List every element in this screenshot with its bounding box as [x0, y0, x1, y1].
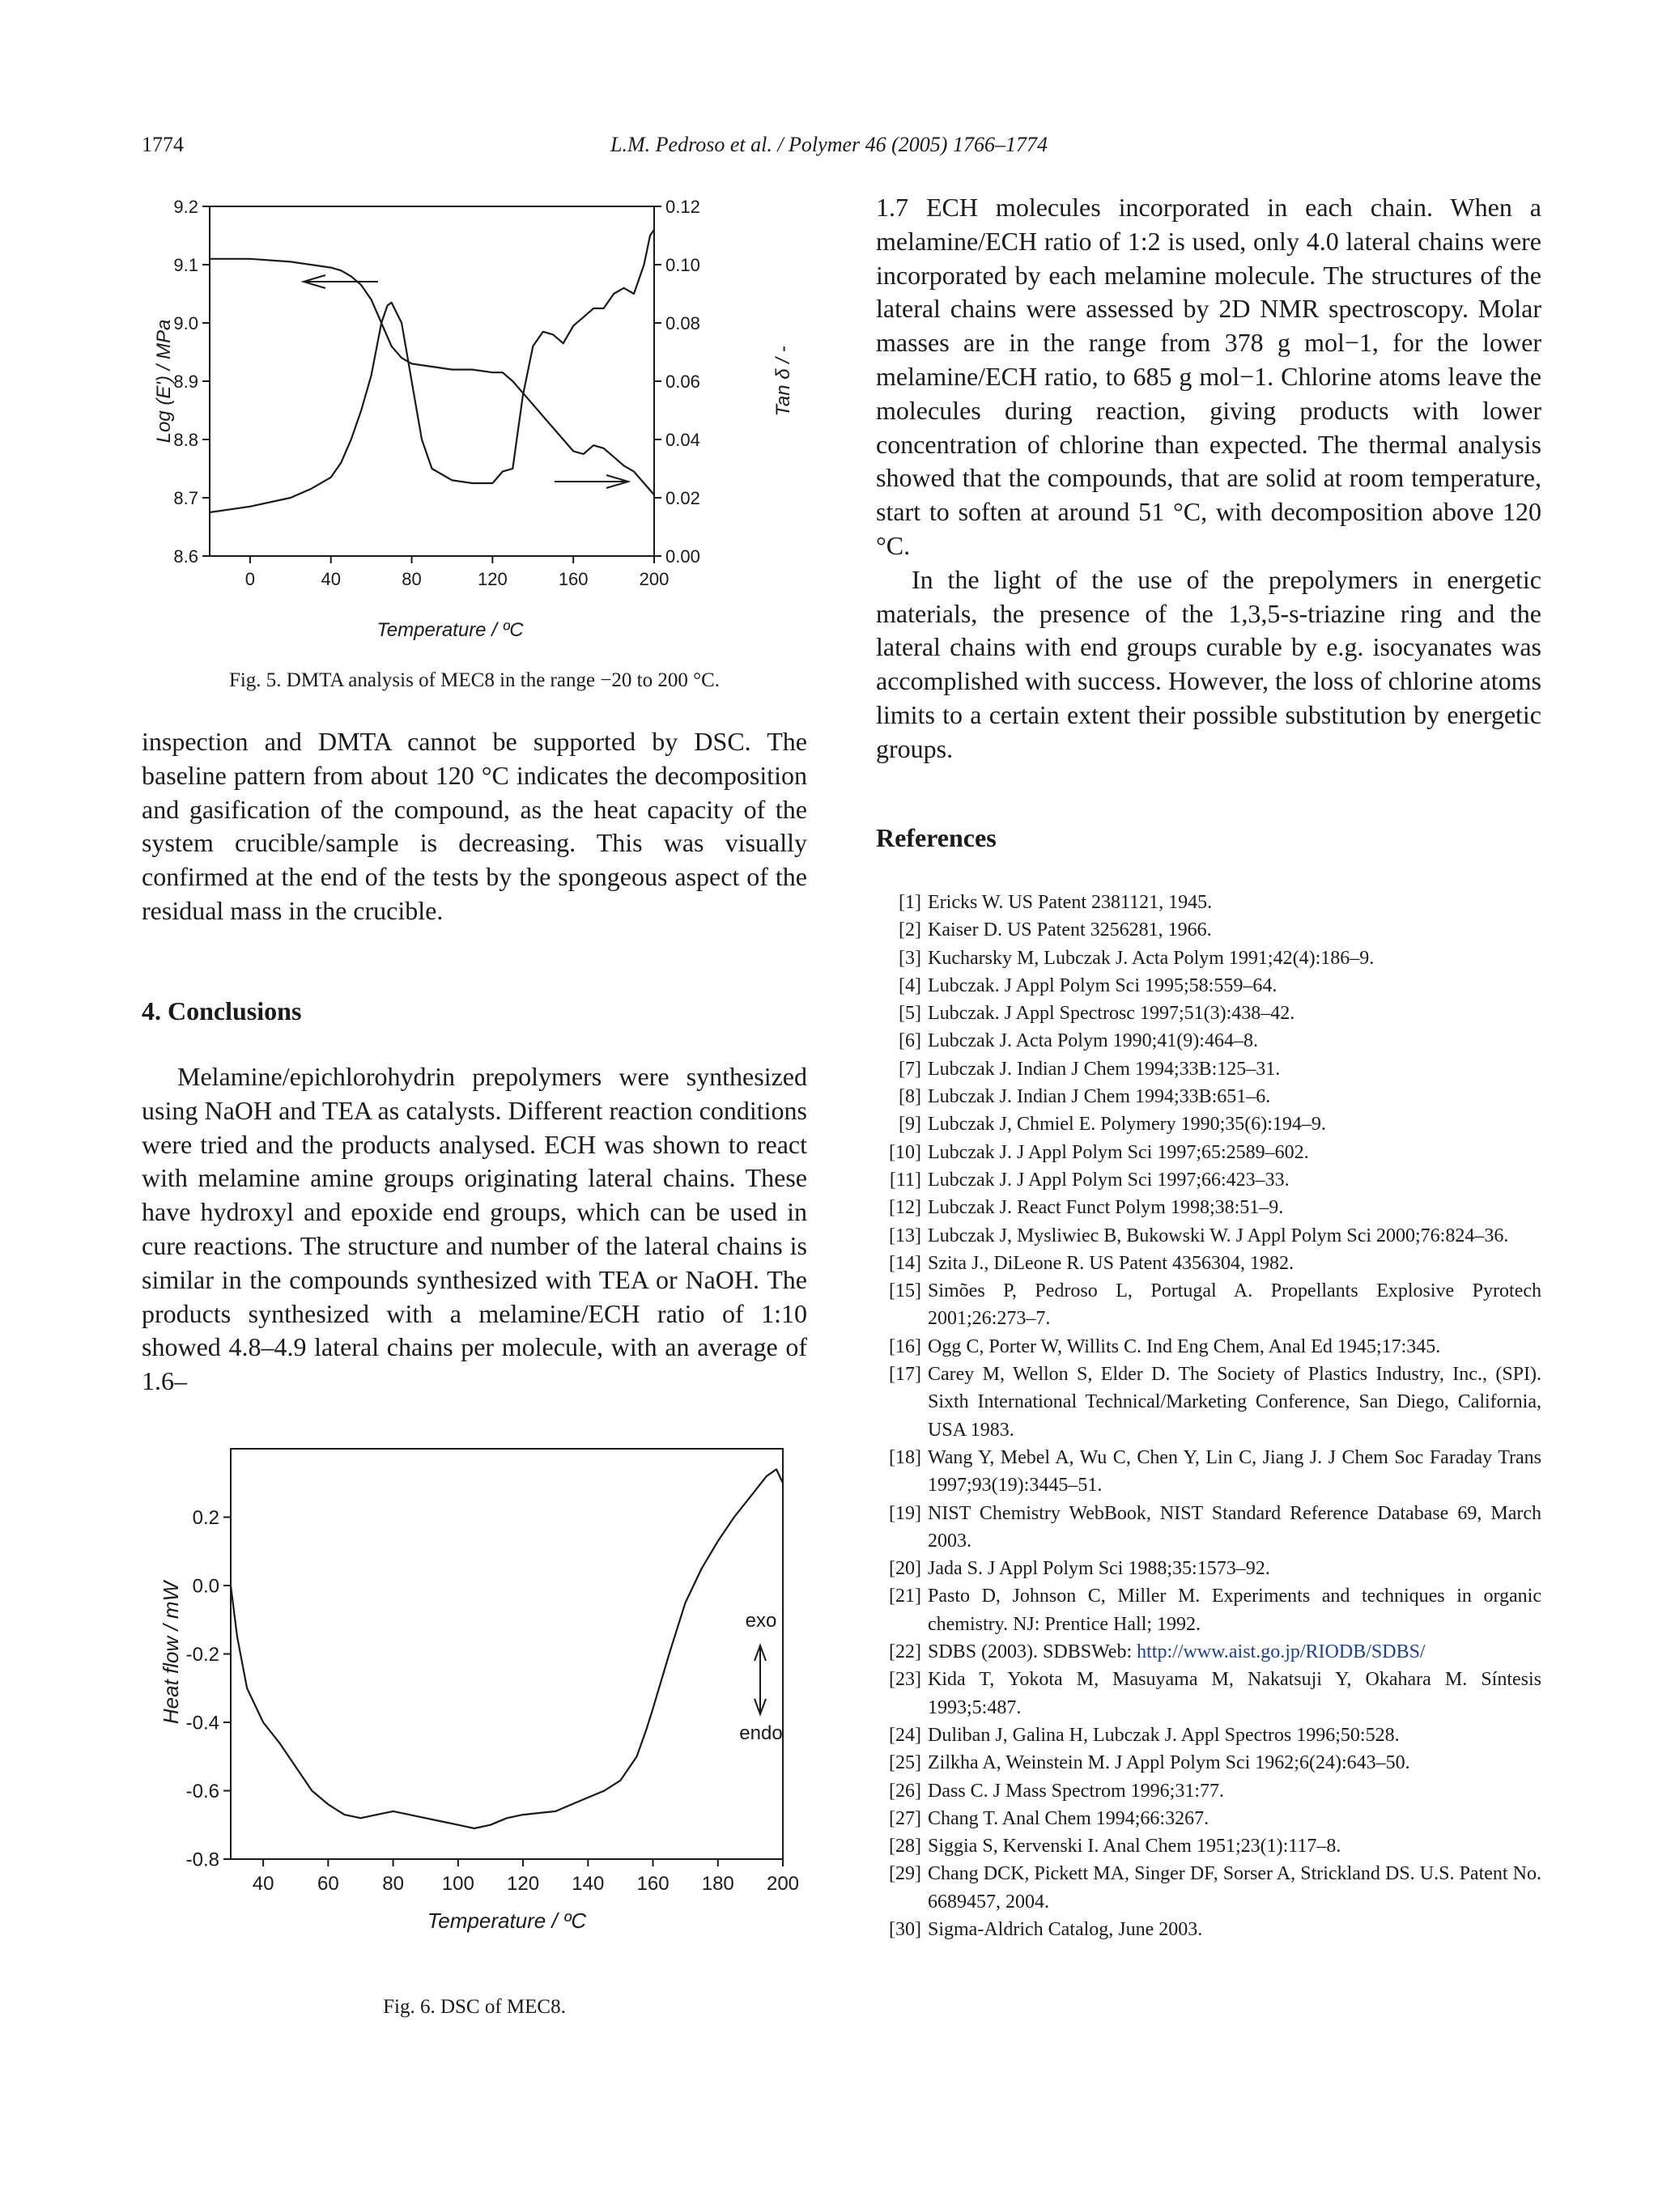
fig5-chart — [146, 186, 842, 656]
reference-number: [7] — [899, 1058, 921, 1080]
reference-number: [18] — [889, 1446, 921, 1468]
reference-citation: Kida T, Yokota M, Masuyama M, Nakatsuji Y, Okahara M. Síntesis 1993;5:487. — [928, 1669, 1541, 1718]
reference-number: [15] — [889, 1280, 921, 1302]
reference-text — [928, 1194, 1541, 1221]
reference-citation: Szita J., DiLeone R. US Patent 4356304, 1982. — [928, 1252, 1294, 1274]
reference-number: [4] — [899, 974, 921, 996]
reference-text — [928, 1777, 1541, 1805]
reference-number: [16] — [889, 1335, 921, 1357]
reference-text — [928, 1832, 1541, 1860]
reference-number: [25] — [889, 1752, 921, 1774]
reference-item — [876, 1110, 1541, 1138]
y2-tick-label: 0.10 — [665, 254, 700, 275]
reference-item — [876, 1638, 1541, 1666]
exo-endo-arrow — [755, 1645, 766, 1714]
reference-text — [928, 1749, 1541, 1777]
fig5-y2-axis-label: Tan δ / - — [772, 346, 794, 417]
reference-number: [1] — [899, 892, 921, 913]
fig5-left-arrow — [304, 275, 378, 288]
x-tick-label: 120 — [507, 1873, 540, 1895]
reference-citation: Lubczak J. Indian J Chem 1994;33B:651–6. — [928, 1086, 1271, 1108]
y-tick-label: 9.1 — [173, 254, 198, 275]
x-tick-label: 200 — [766, 1873, 800, 1895]
reference-text — [928, 1582, 1541, 1638]
x-tick-label: 120 — [478, 569, 508, 589]
reference-item — [876, 1805, 1541, 1832]
reference-item — [876, 1916, 1541, 1943]
x-tick-label: 60 — [317, 1873, 339, 1895]
reference-citation: Wang Y, Mebel A, Wu C, Chen Y, Lin C, Jiang J. J Chem Soc Faraday Trans 1997;93(19):3445–51. — [928, 1446, 1541, 1497]
y-tick-label: 9.0 — [173, 312, 198, 333]
y-tick-label: 0.0 — [192, 1575, 219, 1598]
reference-number: [11] — [889, 1169, 921, 1191]
x-tick-label: 160 — [558, 569, 589, 589]
reference-item — [876, 1777, 1541, 1805]
journal-header: L.M. Pedroso et al. / Polymer 46 (2005) 1766–1774 — [610, 133, 1048, 156]
reference-item — [876, 1500, 1541, 1556]
reference-citation: Chang DCK, Pickett MA, Singer DF, Sorser A, Strickland DS. U.S. Patent No. 6689457, 2004. — [928, 1863, 1541, 1913]
reference-citation: Kucharsky M, Lubczak J. Acta Polym 1991;42(4):186–9. — [928, 947, 1375, 969]
page-number: 1774 — [142, 133, 184, 156]
x-tick-label: 200 — [639, 569, 670, 589]
reference-number: [5] — [899, 1003, 921, 1025]
y2-tick-label: 0.12 — [665, 196, 700, 217]
reference-text — [928, 1277, 1541, 1333]
reference-item — [876, 1027, 1541, 1055]
y2-tick-label: 0.06 — [665, 371, 700, 392]
reference-text — [928, 1805, 1541, 1832]
y2-tick-label: 0.04 — [665, 429, 700, 450]
reference-number: [29] — [889, 1863, 921, 1885]
reference-text — [928, 1222, 1541, 1250]
reference-number: [2] — [899, 919, 921, 941]
reference-item — [876, 1277, 1541, 1333]
reference-text — [928, 1139, 1541, 1166]
x-tick-label: 140 — [572, 1873, 605, 1895]
tan-delta-curve — [210, 230, 654, 512]
reference-item — [876, 1222, 1541, 1250]
reference-text — [928, 1110, 1541, 1138]
fig6-plot-frame — [231, 1449, 783, 1859]
reference-item — [876, 1860, 1541, 1916]
reference-item — [876, 916, 1541, 944]
reference-number: [14] — [889, 1252, 921, 1274]
x-tick-label: 0 — [244, 569, 256, 589]
reference-text — [928, 1000, 1541, 1027]
reference-number: [10] — [889, 1141, 921, 1163]
reference-text — [928, 1666, 1541, 1722]
reference-citation: Sigma-Aldrich Catalog, June 2003. — [928, 1918, 1203, 1940]
reference-citation: SDBS (2003). SDBSWeb: — [928, 1641, 1137, 1663]
reference-item — [876, 1832, 1541, 1860]
reference-item — [876, 1194, 1541, 1221]
reference-citation: Lubczak J. J Appl Polym Sci 1997;65:2589–602. — [928, 1141, 1309, 1163]
reference-citation: Zilkha A, Weinstein M. J Appl Polym Sci 1962;6(24):643–50. — [928, 1752, 1410, 1774]
y-tick-label: 9.2 — [173, 196, 198, 217]
y-tick-label: 8.9 — [173, 371, 198, 392]
reference-text — [928, 1250, 1541, 1277]
reference-link[interactable]: http://www.aist.go.jp/RIODB/SDBS/ — [1137, 1641, 1426, 1663]
x-tick-label: 40 — [321, 569, 341, 589]
reference-text — [928, 1333, 1541, 1361]
reference-text — [928, 1638, 1541, 1666]
reference-item — [876, 1250, 1541, 1277]
reference-text — [928, 1444, 1541, 1500]
reference-citation: Dass C. J Mass Spectrom 1996;31:77. — [928, 1780, 1224, 1802]
conclusions-title: 4. Conclusions — [142, 996, 302, 1025]
y-tick-label: 8.8 — [173, 429, 198, 450]
reference-item — [876, 1555, 1541, 1582]
y2-tick-label: 0.02 — [665, 487, 700, 508]
y-tick-label: 8.7 — [173, 487, 198, 508]
log-e-prime-curve — [210, 259, 654, 495]
reference-item — [876, 1444, 1541, 1500]
x-tick-label: 80 — [382, 1873, 404, 1895]
reference-text — [928, 945, 1541, 972]
reference-citation: Lubczak J. React Funct Polym 1998;38:51–9. — [928, 1197, 1284, 1219]
reference-number: [12] — [889, 1197, 921, 1219]
reference-citation: Lubczak J, Chmiel E. Polymery 1990;35(6):194–9. — [928, 1114, 1326, 1136]
reference-text — [928, 916, 1541, 944]
x-tick-label: 80 — [402, 569, 422, 589]
left-paragraph-1: inspection and DMTA cannot be supported by DSC. The baseline pattern from about 120 °C indicates the decomposition and gasification of the compound, as the heat capacity of the system crucible/sample is decreasing. This was visually confirmed at the end of the tests by the spongeous aspect of the residual mass in the crucible. — [142, 727, 807, 925]
reference-citation: Duliban J, Galina H, Lubczak J. Appl Spectros 1996;50:528. — [928, 1724, 1400, 1746]
reference-text — [928, 1860, 1541, 1916]
endo-label: endo — [739, 1722, 783, 1744]
reference-item — [876, 1722, 1541, 1749]
reference-item — [876, 1582, 1541, 1638]
reference-list — [876, 889, 1541, 1943]
reference-citation: Lubczak. J Appl Polym Sci 1995;58:559–64. — [928, 974, 1278, 996]
x-tick-label: 160 — [636, 1873, 670, 1895]
reference-text — [928, 972, 1541, 1000]
reference-citation: Jada S. J Appl Polym Sci 1988;35:1573–92. — [928, 1558, 1270, 1580]
reference-citation: Carey M, Wellon S, Elder D. The Society of Plastics Industry, Inc., (SPI). Sixth International Technical/Marketing Conference, San Diego, California, USA 1983. — [928, 1364, 1541, 1441]
reference-number: [21] — [889, 1586, 921, 1607]
y-tick-label: -0.6 — [185, 1781, 219, 1803]
reference-text — [928, 1722, 1541, 1749]
x-tick-label: 100 — [441, 1873, 474, 1895]
y-tick-label: -0.8 — [185, 1849, 219, 1871]
fig5-x-axis-label: Temperature / ºC — [376, 619, 524, 641]
reference-citation: Pasto D, Johnson C, Miller M. Experiments and techniques in organic chemistry. NJ: Prentice Hall; 1992. — [928, 1586, 1541, 1635]
reference-item — [876, 1749, 1541, 1777]
reference-citation: Siggia S, Kervenski I. Anal Chem 1951;23(1):117–8. — [928, 1836, 1341, 1857]
reference-number: [23] — [889, 1669, 921, 1691]
reference-number: [22] — [889, 1641, 921, 1663]
reference-item — [876, 972, 1541, 1000]
reference-number: [30] — [889, 1918, 921, 1940]
reference-number: [19] — [889, 1502, 921, 1524]
reference-text — [928, 1027, 1541, 1055]
reference-number: [8] — [899, 1086, 921, 1108]
references-title: References — [876, 823, 997, 852]
reference-citation: Chang T. Anal Chem 1994;66:3267. — [928, 1807, 1209, 1829]
right-paragraph-2: In the light of the use of the prepolymers in energetic materials, the presence of the 1,3,5-s-triazine ring and the lateral chains with end groups curable by e.g. isocyanates was accomplished with success. However, the loss of chlorine atoms limits to a certain extent their possible substitution by energetic groups. — [876, 564, 1541, 763]
fig5-plot-frame — [210, 206, 654, 556]
reference-number: [3] — [899, 947, 921, 969]
reference-citation: Ogg C, Porter W, Willits C. Ind Eng Chem, Anal Ed 1945;17:345. — [928, 1335, 1441, 1357]
reference-citation: Simões P, Pedroso L, Portugal A. Propellants Explosive Pyrotech 2001;26:273–7. — [928, 1280, 1541, 1330]
reference-item — [876, 889, 1541, 916]
reference-text — [928, 1083, 1541, 1110]
reference-text — [928, 1361, 1541, 1444]
x-tick-label: 180 — [701, 1873, 734, 1895]
y-tick-label: -0.4 — [185, 1712, 219, 1734]
reference-item — [876, 1000, 1541, 1027]
reference-citation: Lubczak J. Indian J Chem 1994;33B:125–31. — [928, 1058, 1281, 1080]
reference-item — [876, 1361, 1541, 1444]
reference-item — [876, 1333, 1541, 1361]
reference-item — [876, 1083, 1541, 1110]
reference-number: [20] — [889, 1558, 921, 1580]
reference-item — [876, 1666, 1541, 1722]
reference-citation: Ericks W. US Patent 2381121, 1945. — [928, 892, 1213, 913]
reference-number: [9] — [899, 1114, 921, 1136]
reference-text — [928, 889, 1541, 916]
x-tick-label: 40 — [252, 1873, 274, 1895]
fig5-right-arrow — [555, 475, 628, 488]
reference-text — [928, 1055, 1541, 1083]
reference-citation: Lubczak. J Appl Spectrosc 1997;51(3):438–42. — [928, 1003, 1295, 1025]
reference-citation: Lubczak J. Acta Polym 1990;41(9):464–8. — [928, 1030, 1258, 1052]
fig5-y-axis-label: Log (E') / MPa — [153, 319, 175, 444]
reference-text — [928, 1500, 1541, 1556]
y-tick-label: 8.6 — [173, 546, 198, 567]
reference-number: [24] — [889, 1724, 921, 1746]
reference-citation: Kaiser D. US Patent 3256281, 1966. — [928, 919, 1212, 941]
reference-text — [928, 1555, 1541, 1582]
reference-citation: Lubczak J. J Appl Polym Sci 1997;66:423–33. — [928, 1169, 1290, 1191]
fig6-y-axis-label: Heat flow / mW — [159, 1581, 183, 1725]
heat-flow-curve — [231, 1469, 783, 1828]
exo-label: exo — [745, 1610, 777, 1632]
fig6-chart — [146, 1433, 842, 1959]
conclusions-paragraph: Melamine/epichlorohydrin prepolymers were synthesized using NaOH and TEA as catalysts. Different reaction conditions were tried and the products analysed. ECH was shown to react with melamine amine groups originating lateral chains. These have hydroxyl and epoxide end groups, which can be used in cure reactions. The structure and number of the lateral chains is similar in the compounds synthesized with TEA or NaOH. The products synthesized with a melamine/ECH ratio of 1:10 showed 4.8–4.9 lateral chains per molecule, with an average of 1.6– — [142, 1062, 807, 1396]
fig6-x-axis-label: Temperature / ºC — [427, 1908, 587, 1933]
right-paragraph-1 — [876, 191, 1541, 563]
y-tick-label: -0.2 — [185, 1644, 219, 1666]
reference-item — [876, 1139, 1541, 1166]
y2-tick-label: 0.00 — [665, 546, 700, 567]
reference-number: [27] — [889, 1807, 921, 1829]
reference-text — [928, 1166, 1541, 1194]
reference-number: [28] — [889, 1836, 921, 1857]
reference-number: [17] — [889, 1364, 921, 1386]
reference-number: [6] — [899, 1030, 921, 1052]
right-paragraph-1-text: 1.7 ECH molecules incorporated in each chain. When a melamine/ECH ratio of 1:2 is used, only 4.0 lateral chains were incorporated by each melamine molecule. The structures of the lateral chains were assessed by 2D NMR spectroscopy. Molar masses are in the range from 378 g mol−1, for the lower melamine/ECH ratio, to 685 g mol−1. Chlorine atoms leave the molecules during reaction, giving products with lower concentration of chlorine than expected. The thermal analysis showed that the compounds, that are solid at room temperature, start to soften at around 51 °C, with decomposition above 120 °C. — [876, 193, 1541, 560]
reference-item — [876, 1055, 1541, 1083]
reference-text — [928, 1916, 1541, 1943]
reference-citation: Lubczak J, Mysliwiec B, Bukowski W. J Appl Polym Sci 2000;76:824–36. — [928, 1225, 1509, 1246]
y-tick-label: 0.2 — [192, 1507, 219, 1530]
reference-item — [876, 945, 1541, 972]
fig5-caption: Fig. 5. DMTA analysis of MEC8 in the range −20 to 200 °C. — [228, 669, 721, 691]
fig6-caption: Fig. 6. DSC of MEC8. — [383, 1996, 566, 2018]
y2-tick-label: 0.08 — [665, 312, 700, 333]
reference-item — [876, 1166, 1541, 1194]
reference-number: [13] — [889, 1225, 921, 1246]
reference-citation: NIST Chemistry WebBook, NIST Standard Reference Database 69, March 2003. — [928, 1502, 1541, 1552]
reference-number: [26] — [889, 1780, 921, 1802]
